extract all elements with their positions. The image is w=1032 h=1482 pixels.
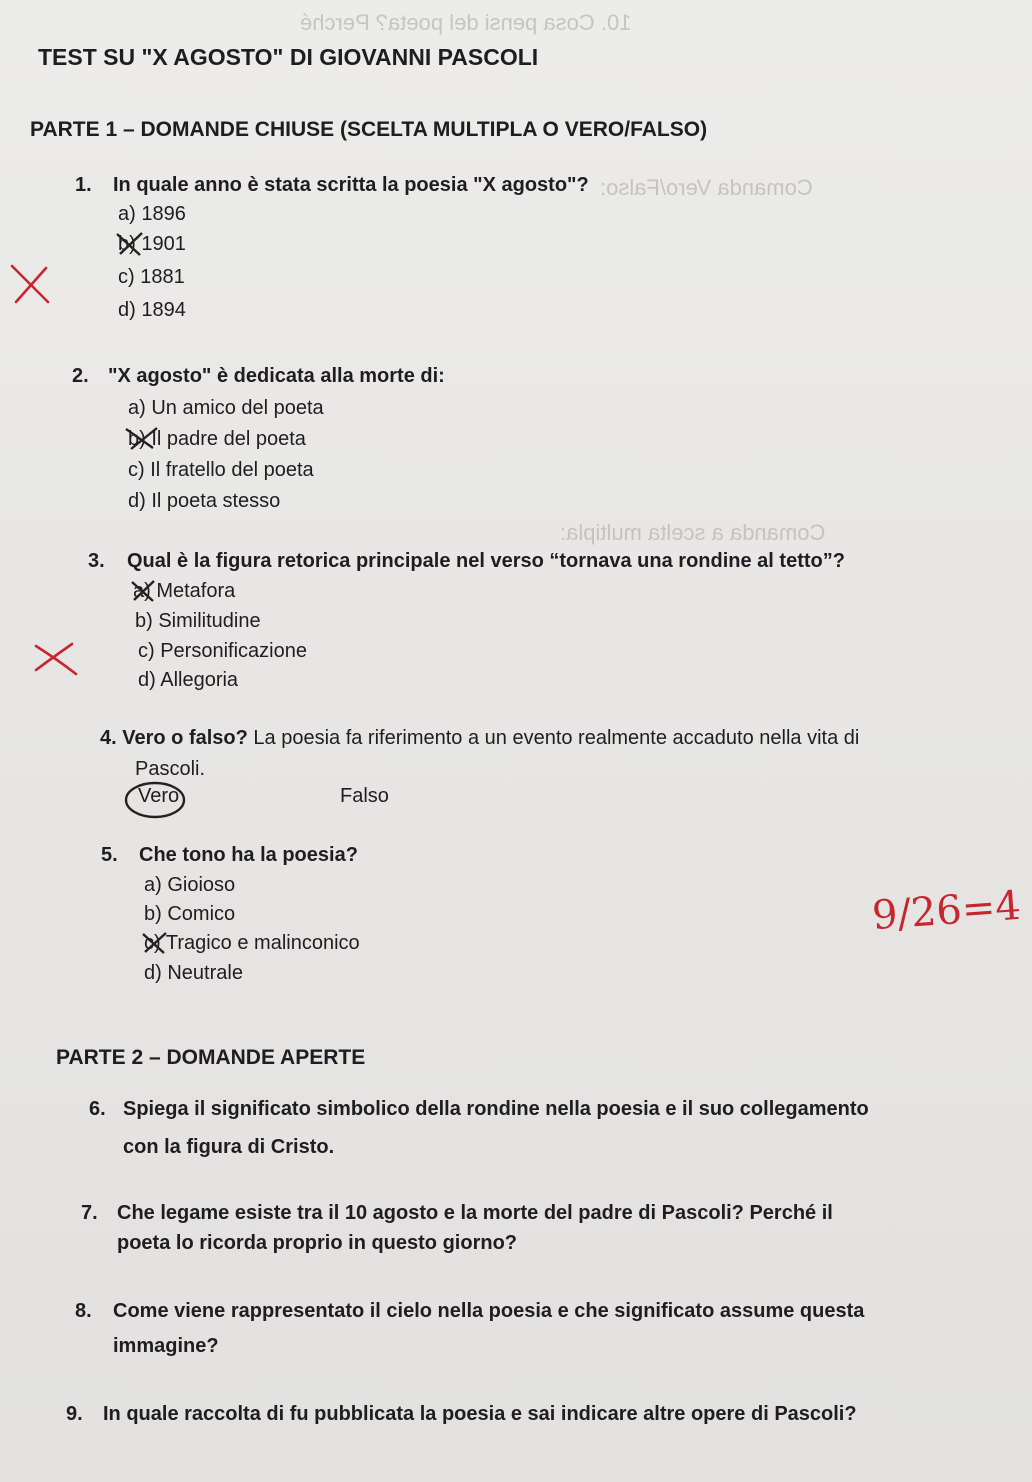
q2-option-b: b) Il padre del poeta <box>128 428 306 450</box>
page-title: TEST SU "X AGOSTO" DI GIOVANNI PASCOLI <box>38 44 539 70</box>
q1-option-c: c) 1881 <box>118 266 185 288</box>
q2-option-c: c) Il fratello del poeta <box>128 459 314 481</box>
q2-option-a: a) Un amico del poeta <box>128 397 324 419</box>
question-4-text-line2: Pascoli. <box>135 758 206 780</box>
question-7-line2: poeta lo ricorda proprio in questo giorno? <box>117 1232 517 1254</box>
question-number: 5. <box>101 844 118 866</box>
question-number: 4. <box>100 727 117 749</box>
question-number: 6. <box>89 1098 106 1120</box>
q5-option-c: c) Tragico e malinconico <box>144 932 360 954</box>
question-8-line1: Come viene rappresentato il cielo nella poesia e che significato assume questa <box>113 1300 865 1322</box>
question-8-line2: immagine? <box>113 1335 219 1357</box>
q3-option-b: b) Similitudine <box>135 610 261 632</box>
q5-option-a: a) Gioioso <box>144 874 236 896</box>
question-6-line1: Spiega il significato simbolico della rondine nella poesia e il suo collegamento <box>123 1098 869 1120</box>
grade-mark: 9/26=4 <box>870 882 1023 940</box>
question-2-text: "X agosto" è dedicata alla morte di: <box>108 365 445 387</box>
question-number: 3. <box>88 550 105 572</box>
question-6-line2: con la figura di Cristo. <box>123 1136 335 1158</box>
question-number: 8. <box>75 1300 92 1322</box>
part2-heading: PARTE 2 – DOMANDE APERTE <box>56 1046 366 1069</box>
show-through-text: Comanda a scelta multipla: <box>560 520 826 545</box>
q3-option-c: c) Personificazione <box>138 640 307 662</box>
question-5-text: Che tono ha la poesia? <box>139 844 358 866</box>
part1-heading: PARTE 1 – DOMANDE CHIUSE (SCELTA MULTIPLA O VERO/FALSO) <box>30 118 708 141</box>
q1-option-a: a) 1896 <box>118 203 186 225</box>
q2-option-d: d) Il poeta stesso <box>128 490 281 512</box>
q4-option-false: Falso <box>340 785 389 807</box>
question-9-line1: In quale raccolta di fu pubblicata la poesia e sai indicare altre opere di Pascoli? <box>103 1403 857 1425</box>
wrong-answer-x-icon <box>6 262 56 306</box>
question-1-text: In quale anno è stata scritta la poesia "X agosto"? <box>113 174 589 196</box>
q1-option-b: b) 1901 <box>118 233 186 255</box>
q3-option-d: d) Allegoria <box>138 669 239 691</box>
q5-option-b: b) Comico <box>144 903 236 925</box>
question-4-body: La poesia fa riferimento a un evento realmente accaduto nella vita di <box>247 727 860 749</box>
question-number: 1. <box>75 174 92 196</box>
question-number: 9. <box>66 1403 83 1425</box>
show-through-text: Comanda Vero/Falso: <box>600 175 813 200</box>
question-number: 2. <box>72 365 89 387</box>
q4-option-true: Vero <box>138 785 180 807</box>
question-number: 7. <box>81 1202 98 1224</box>
question-4-lead: Vero o falso? <box>122 727 248 749</box>
wrong-answer-x-icon <box>28 640 82 680</box>
q3-option-a: a) Metafora <box>133 580 236 602</box>
question-3-text: Qual è la figura retorica principale nel verso “tornava una rondine al tetto”? <box>127 550 845 572</box>
q1-option-d: d) 1894 <box>118 299 186 321</box>
question-7-line1: Che legame esiste tra il 10 agosto e la morte del padre di Pascoli? Perché il <box>117 1202 833 1224</box>
show-through-text: 10. Cosa pensi del poeta? Perché <box>300 10 632 35</box>
q5-option-d: d) Neutrale <box>144 962 243 984</box>
question-4-text <box>100 727 859 750</box>
